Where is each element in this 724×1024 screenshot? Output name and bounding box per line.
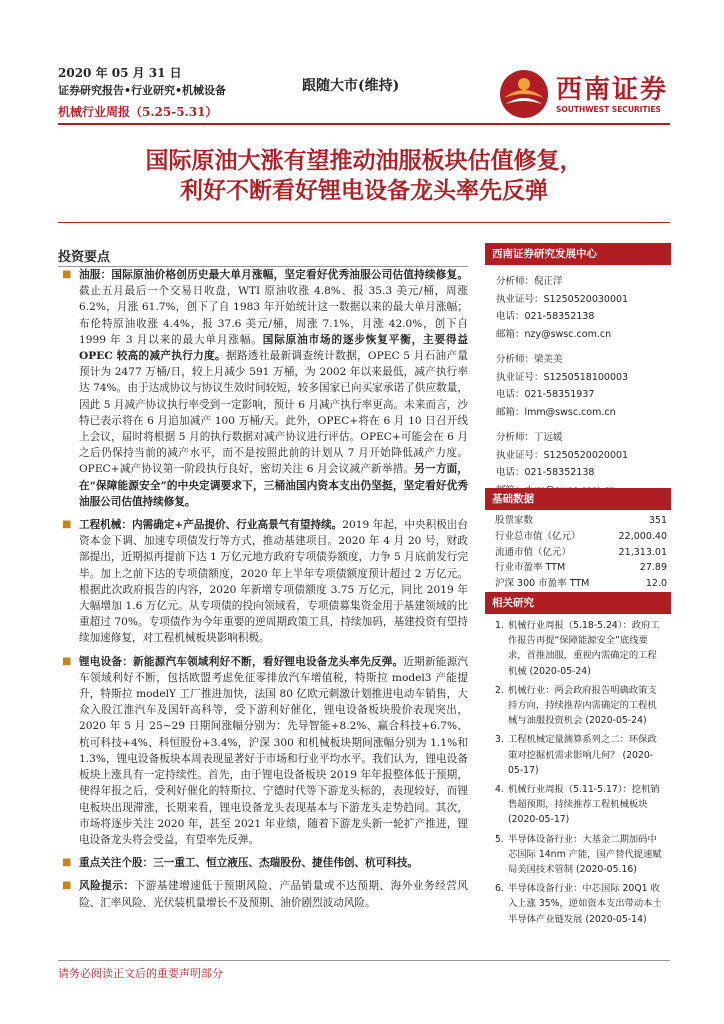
data-row [495,576,667,592]
related-text: 工程机械定量测算系列之二：环保政策对挖掘机需求影响几何？ (2020-05-17) [508,734,657,776]
bullet-lithium-equipment [62,654,468,848]
related-item[interactable] [495,881,665,927]
analyst-name: 分析师：丁远媛 [496,432,563,443]
related-num: 3. [495,734,504,746]
related-item[interactable] [495,618,665,679]
analyst-cert: 执业证号：S1250518100003 [496,371,629,383]
data-key: 流通市值（亿元） [495,546,572,558]
bullet-bold: 风险提示： [79,880,135,893]
title-divider [58,222,670,223]
bullet-text: 截止五月最后一个交易日收盘，WTI 原油收涨 4.8%、报 35.3 美元/桶，周涨 6.2%，月涨 61.7%，创下了自 1983 年开始统计这一数据以来的最大单月涨幅；布伦特原油收涨 4.4%，报 37.6 美元/桶，周涨 7.1%，月涨 42.0%，创下自 1999 年 3 月以来的最大单月涨幅。 [79,285,468,346]
bullet-bold: 工程机械：内需确定+产品提价、行业高景气有望持续。 [79,519,343,532]
logo-mark-icon [498,68,550,120]
data-row [495,560,667,576]
bullet-text: 下游基建增速低于预期风险、产品销量或不达预期、海外业务经营风险、汇率风险、光伏装机量增长不及预期、油价剧烈波动风险。 [79,880,469,909]
basic-data-panel [485,488,671,592]
header-divider [58,123,670,125]
analyst-email[interactable]: 邮箱：nzy@swsc.com.cn [496,328,612,340]
bullet-construction-machinery [62,517,468,647]
related-research-panel [485,592,671,931]
data-value: 351 [648,515,667,526]
bullet-bold: 另一方面，在“保障能源安全”的中央定调要求下，三桶油国内资本支出仍坚挺，坚定看好优秀油服公司估值持续修复。 [79,463,469,508]
related-num: 2. [495,684,504,696]
related-text: 机械行业周报（5.11-5.17）：挖机销售超预期，持续推荐工程机械板块 (2020-05-17) [508,784,660,826]
logo-text-cn: 西南证券 [556,75,669,105]
data-value: 12.0 [645,578,667,590]
title-line-1: 国际原油大涨有望推动油服板块估值修复， [145,147,583,174]
bullet-oil-service [62,267,468,510]
data-row [495,529,667,545]
analyst-name: 分析师：倪正洋 [496,276,563,287]
data-value: 21,313.01 [618,546,667,558]
summary-heading: 投资要点 [58,250,111,265]
analyst-phone: 电话：021-58352138 [496,467,595,478]
related-num: 5. [495,833,504,845]
bullet-bold: 重点关注个股：三一重工、恒立液压、杰瑞股份、捷佳伟创、杭可科技。 [79,857,418,870]
report-date: 2020 年 05 月 31 日 [58,66,182,80]
bullet-icon: ■ [62,880,72,892]
analyst-list [485,273,671,499]
bullet-text: 据路透社最新调查统计数据，OPEC 5 月石油产量预计为 2477 万桶/日，较上月减少 591 万桶，为 2002 年以来最低，减产执行率达 74%。由于达成协议与协议生效时间较短，较多国家已向买家承诺了供应数量，因此 5 月减产协议执行率受到一定影响，预计 6 月减产执行率更高。未来而言，沙特已表示将在 6 月追加减产 100 万桶/天。此外，OPEC+将在 6 月 10 日召开线上会议，届时将根据 5 月的执行数据对减产协议进行评估。OPEC+可能会在 6 月之后仍保持当前的减产水平，而不是按照此前的计划从 7 月开始降低减产力度。OPEC+减产协议第一阶段执行良好，密切关注 6 月会议减产新举措。 [79,350,468,476]
bullet-icon: ■ [62,519,72,531]
bullet-key-stocks [62,855,468,871]
bullet-bold: 油服：国际原油价格创历史最大单月涨幅，坚定看好优秀油服公司估值持续修复。 [79,269,468,281]
title-line-2: 利好不断看好锂电设备龙头率先反弹 [180,177,548,204]
data-value: 22,000.40 [618,530,667,542]
data-key: 沪深 300 市盈率 TTM [495,578,590,590]
analyst-panel [485,243,671,504]
analyst-cert: 执业证号：S1250520030001 [496,293,629,305]
analyst-cert: 执业证号：S1250520020001 [496,449,629,461]
report-period: 机械行业周报（5.25-5.31） [58,105,218,119]
data-key: 行业市盈率 TTM [495,562,566,574]
analyst-phone: 电话：021-58351937 [496,389,595,400]
bullet-text: 2019 年起，中央积极出台资本金下调、加速专项债发行等方式，推动基建项目。2020 年 4 月 20 号，财政部提出，近期拟再提前下达 1 万亿元地方政府专项债券额度，力争 5 月底前发行完毕。加上之前下达的专项债额度，2020 年上半年专项债额度预计超过 2 万亿元。根据此次政府报告的内容，2020 年新增专项债额度 3.75 万亿元，同比 2019 年大幅增加 1.6 万亿元。从专项债的投向领域看，专项债募集资金用于基建领域的比重超过 70%。专项债作为今年重要的逆周期政策工具，持续加码，基建投资有望持续加速修复，对工程机械板块影响积极。 [79,519,469,645]
related-text: 机械行业：两会政府报告明确政策支持方向，持续推荐内需确定的工程机械与油服投资机会 (2020-05-24) [508,684,657,727]
analyst-card [496,351,671,421]
data-value: 27.89 [639,562,667,574]
related-heading: 相关研究 [485,592,671,614]
related-list [485,614,671,927]
related-item[interactable] [495,832,665,878]
disclaimer-note: 请务必阅读正文后的重要声明部分 [58,967,223,980]
bullet-icon: ■ [62,269,72,280]
data-key: 行业总市值（亿元） [495,530,581,542]
related-item[interactable] [495,732,665,778]
report-type: 证券研究报告•行业研究•机械设备 [58,84,227,97]
bullet-bold: 锂电设备：新能源汽车领域利好不断，看好锂电设备龙头率先反弹。 [79,655,404,668]
footer-divider [58,960,670,961]
analyst-heading: 西南证券研究发展中心 [485,243,671,265]
bullet-risk [62,878,468,910]
bullet-bold: 国际原油市场的逐步恢复平衡，主要得益 OPEC 较高的减产执行力度。 [79,333,468,363]
summary-body [62,267,468,918]
analyst-card [496,273,671,343]
rating: 跟随大市(维持) [302,78,400,94]
bullet-icon: ■ [62,857,72,869]
basic-data-heading: 基础数据 [485,488,671,510]
related-item[interactable] [495,683,665,729]
bullet-icon: ■ [62,655,72,667]
related-item[interactable] [495,782,665,828]
related-num: 6. [495,883,504,895]
analyst-phone: 电话：021-58352138 [496,311,595,322]
basic-data-table [485,510,671,592]
logo-text-en: SOUTHWEST SECURITIES [556,105,661,114]
related-text: 半导体设备行业：大基金二期加码中芯国际 14nm 产能，国产替代提速赋局美国技术管制 (2020-05.16) [508,833,662,876]
related-num: 4. [495,784,504,796]
related-num: 1. [495,620,504,631]
bullet-text: 近期新能源汽车领域利好不断，包括欧盟考虑免征零排放汽车增值税，特斯拉 model3 产能提升，特斯拉 modelY 工厂推进加快，法国 80 亿欧元刺激计划推进电动车销售，大众入股江淮汽车及国轩高科等，受下游利好催化，锂电设备板块股价表现突出，2020 年 5 月 25~29 日期间涨幅分别为：先导智能+8.2%、赢合科技+6.7%、杭可科技+4%、科恒股份+3.4%，沪深 300 和机械板块期间涨幅分别为 1.1%和 1.3%，锂电设备板块本周表现显著好于市场和行业平均水平。我们认为，锂电设备板块上涨具有一定持续性。首先，由于锂电设备板块 2019 年年报整体低于预期，使得年报之后，受利好催化的特斯拉、宁德时代等下游龙头标的，表现较好，而锂电板块出现滞涨，长期来看，锂电设备龙头表现基本与下游龙头走势趋同。其次，市场将逐步关注 2020 年，甚至 2021 年业绩，随着下游龙头新一轮扩产推进，锂电设备龙头将会受益，有望率先反弹。 [79,655,469,846]
data-row [495,513,667,529]
related-text: 半导体设备行业：中芯国际 20Q1 收入上涨 35%，逆如资本支出带动本土半导体产业链发展 (2020-05-14) [508,883,662,925]
analyst-name: 分析师：梁美美 [496,354,563,365]
data-row [495,545,667,561]
analyst-email[interactable]: 邮箱：lmm@swsc.com.cn [496,406,616,418]
related-text: 机械行业周报（5.18-5.24）：政府工作报告再提“保障能源安全”底线要求，首推油服，重视内需确定的工程机械 (2020-05-24) [508,620,660,677]
data-key: 股票家数 [495,515,534,526]
company-logo [498,66,678,122]
